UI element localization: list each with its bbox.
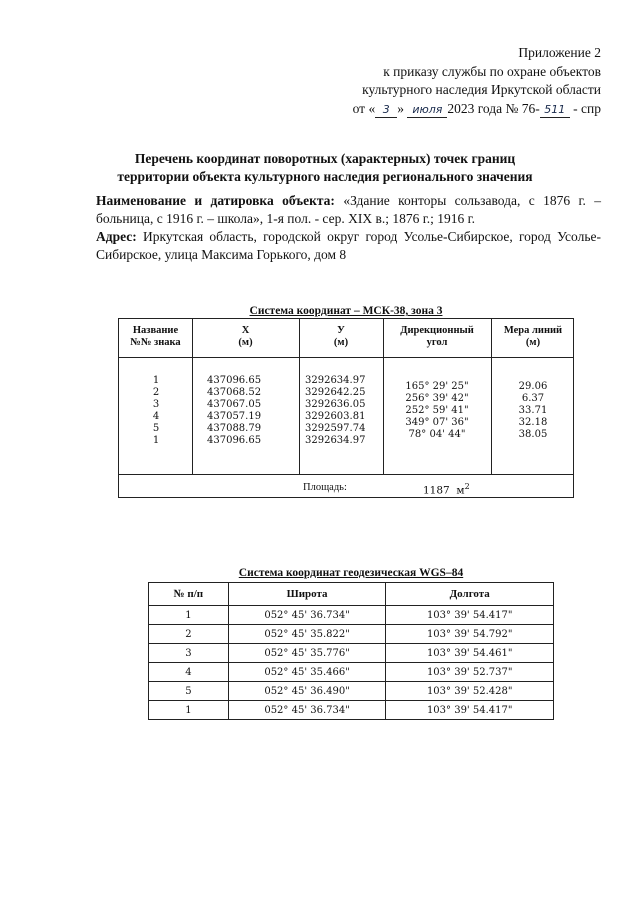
longitude-cell: 103° 39' 52.428" xyxy=(386,682,554,701)
header-length-l1: Мера линий xyxy=(503,325,563,336)
point-number: 5 xyxy=(152,423,160,434)
y-coordinate: 3292642.25 xyxy=(305,387,366,398)
x-coordinate: 437088.79 xyxy=(207,423,262,434)
header-number: № п/п xyxy=(149,583,229,606)
header-point-l2: №№ знака xyxy=(130,337,181,348)
table-row xyxy=(149,682,554,701)
longitude-cell: 103° 39' 54.417" xyxy=(386,701,554,720)
object-address-label: Адрес: xyxy=(96,229,137,244)
header-point xyxy=(119,325,192,349)
row-number: 3 xyxy=(149,644,229,663)
header-length-l2: (м) xyxy=(525,337,541,348)
header-angle-l1: Дирекционный xyxy=(400,325,474,336)
table-divider xyxy=(119,474,573,475)
table-divider xyxy=(119,357,573,358)
column-points xyxy=(147,375,165,447)
header-x-l2: (м) xyxy=(238,337,253,348)
object-address xyxy=(96,228,601,264)
y-coordinate: 3292634.97 xyxy=(305,375,366,386)
point-number: 1 xyxy=(152,375,160,386)
header-y-l1: У xyxy=(337,325,345,336)
header-latitude: Широта xyxy=(228,583,386,606)
handwritten-day: 3 xyxy=(375,103,397,118)
longitude-cell: 103° 39' 54.461" xyxy=(386,644,554,663)
msk-caption: Система координат – МСК-38, зона 3 xyxy=(249,305,443,317)
header-y-l2: (м) xyxy=(333,337,349,348)
y-coordinate: 3292634.97 xyxy=(305,435,366,446)
row-number: 1 xyxy=(149,701,229,720)
column-lengths xyxy=(491,381,575,441)
row-number: 1 xyxy=(149,606,229,625)
point-number: 4 xyxy=(152,411,160,422)
direction-angle: 78° 04' 44" xyxy=(408,429,466,440)
table-row xyxy=(149,701,554,720)
table-row xyxy=(149,625,554,644)
row-number: 4 xyxy=(149,663,229,682)
appendix-header xyxy=(261,44,601,118)
header-x-l1: X xyxy=(241,325,250,336)
table-row xyxy=(149,644,554,663)
table-row xyxy=(149,606,554,625)
point-number: 3 xyxy=(152,399,160,410)
x-coordinate: 437096.65 xyxy=(207,435,262,446)
row-number: 2 xyxy=(149,625,229,644)
direction-angle: 252° 59' 41" xyxy=(405,405,469,416)
longitude-cell: 103° 39' 54.417" xyxy=(386,606,554,625)
header-angle xyxy=(383,325,491,349)
order-suffix: - спр xyxy=(573,100,601,116)
wgs-caption: Система координат геодезическая WGS–84 xyxy=(238,567,464,579)
line-length: 38.05 xyxy=(518,429,548,440)
line-length: 32.18 xyxy=(518,417,548,428)
document-title xyxy=(60,150,590,186)
latitude-cell: 052° 45' 36.734" xyxy=(228,606,386,625)
header-x xyxy=(192,325,299,349)
table-row xyxy=(149,663,554,682)
longitude-cell: 103° 39' 52.737" xyxy=(386,663,554,682)
area-value-group xyxy=(423,482,470,497)
year-text: 2023 года № 76- xyxy=(447,100,540,116)
table-header-row xyxy=(149,583,554,606)
direction-angle: 165° 29' 25" xyxy=(405,381,469,392)
appendix-line2: к приказу службы по охране объектов xyxy=(383,63,601,79)
column-y xyxy=(305,375,365,447)
x-coordinate: 437096.65 xyxy=(207,375,262,386)
latitude-cell: 052° 45' 36.734" xyxy=(228,701,386,720)
latitude-cell: 052° 45' 36.490" xyxy=(228,682,386,701)
direction-angle: 256° 39' 42" xyxy=(405,393,469,404)
latitude-cell: 052° 45' 35.466" xyxy=(228,663,386,682)
column-x xyxy=(207,375,261,447)
appendix-date-line xyxy=(261,100,601,119)
x-coordinate: 437068.52 xyxy=(207,387,262,398)
area-value: 1187 xyxy=(423,484,450,497)
x-coordinate: 437057.19 xyxy=(207,411,262,422)
line-length: 29.06 xyxy=(518,381,548,392)
title-line2: территории объекта культурного наследия регионального значения xyxy=(117,169,533,184)
y-coordinate: 3292597.74 xyxy=(305,423,366,434)
line-length: 6.37 xyxy=(521,393,545,404)
object-address-text: Иркутская область, городской округ город Усолье-Сибирское, город Усолье-Сибирское, улица Максима Горького, дом 8 xyxy=(96,229,601,262)
msk-coordinates-table xyxy=(118,318,574,498)
header-angle-l2: угол xyxy=(426,337,448,348)
column-angles xyxy=(383,381,491,441)
y-coordinate: 3292603.81 xyxy=(305,411,366,422)
x-coordinate: 437067.05 xyxy=(207,399,262,410)
appendix-line3: культурного наследия Иркутской области xyxy=(362,82,601,97)
point-number: 2 xyxy=(152,387,160,398)
longitude-cell: 103° 39' 54.792" xyxy=(386,625,554,644)
object-description xyxy=(96,192,601,264)
object-name-label: Наименование и датировка объекта: xyxy=(96,193,335,208)
latitude-cell: 052° 45' 35.822" xyxy=(228,625,386,644)
title-line1: Перечень координат поворотных (характерных) точек границ xyxy=(134,151,516,166)
appendix-line1: Приложение 2 xyxy=(518,45,601,60)
wgs-coordinates-table xyxy=(148,582,554,720)
area-unit: м xyxy=(456,484,465,497)
row-number: 5 xyxy=(149,682,229,701)
object-name-text: «Здание конторы сользавода, с 1876 г. – больница, с 1916 г. – школа», 1-я пол. - сер. XIX в.; 1876 г.; 1916 г. xyxy=(96,193,601,226)
header-y xyxy=(299,325,383,349)
object-name xyxy=(96,192,601,228)
handwritten-month: июля xyxy=(407,103,447,118)
date-mid: » xyxy=(397,100,404,116)
header-longitude: Долгота xyxy=(386,583,554,606)
line-length: 33.71 xyxy=(518,405,548,416)
handwritten-order-number: 511 xyxy=(540,103,570,118)
area-unit-sup: 2 xyxy=(464,482,470,491)
date-prefix: от « xyxy=(352,100,376,116)
area-label: Площадь: xyxy=(303,482,347,493)
latitude-cell: 052° 45' 35.776" xyxy=(228,644,386,663)
point-number: 1 xyxy=(152,435,160,446)
direction-angle: 349° 07' 36" xyxy=(405,417,469,428)
header-length xyxy=(491,325,575,349)
y-coordinate: 3292636.05 xyxy=(305,399,366,410)
header-point-l1: Название xyxy=(132,325,179,336)
